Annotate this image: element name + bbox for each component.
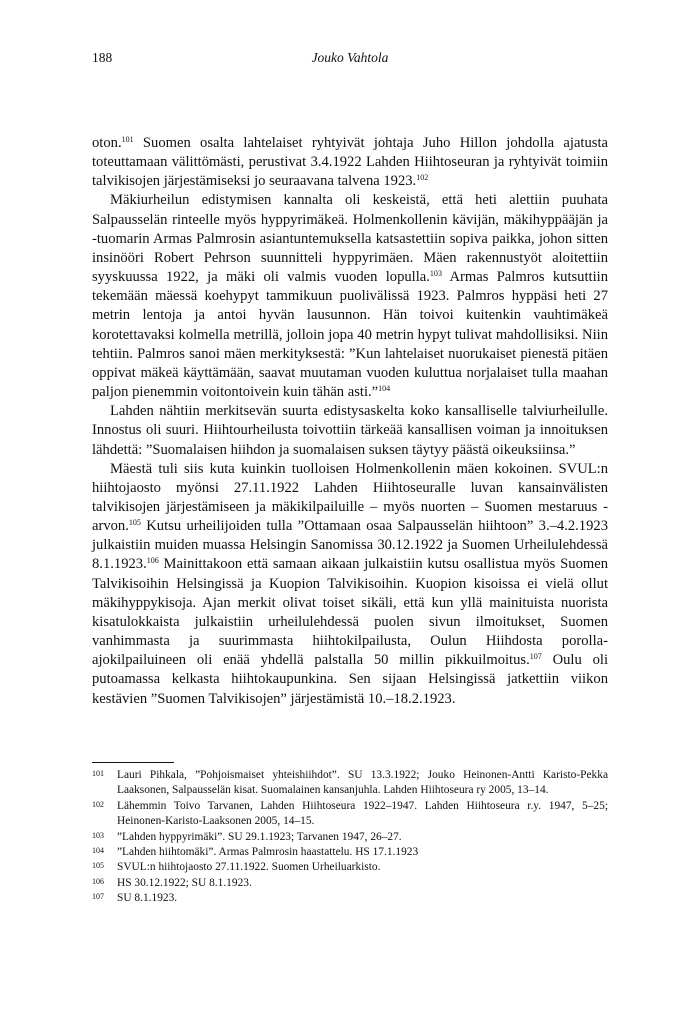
footnote-number: 105: [92, 861, 104, 871]
text-run: Lahden nähtiin merkitsevän suurta edistysaskelta koko kansalliselle talviurheilulle. Innostus oli suuri. Hiihtourheilusta toivottiin tärkeää kansallisen voiman ja innoituksen lähdettä: ”Suomalaisen hiihdon ja suomalaisen suksen täytyy päästä oikeuksiinsa.”: [92, 403, 608, 458]
footnote-number: 106: [92, 876, 104, 886]
footnote-text: SU 8.1.1923.: [117, 892, 178, 905]
paragraph: [92, 191, 608, 402]
body-text: [92, 134, 608, 709]
paragraph: [92, 402, 608, 459]
footnote-rule: [92, 762, 174, 763]
text-run: Kutsu urheilijoiden tulla ”Ottamaan osaa Salpausselän hiihtoon” 3.–4.2.1923 julkaistiin muiden muassa Helsingin Sanomissa 30.12.1922 ja Suomen Urheilulehdessä 8.1.1923.: [92, 518, 608, 573]
footnote: [92, 891, 608, 906]
footnote-number: 104: [92, 846, 104, 856]
footnote-text: Lauri Pihkala, ”Pohjoismaiset yhteishiihdot”. SU 13.3.1922; Jouko Heinonen-Antti Karisto-Pekka Laaksonen, Salpausselän kisat. Suomalainen kansanjuhla. Lahden Hiihtoseura ry 2005, 13–14.: [117, 769, 608, 797]
paragraph: [92, 134, 608, 191]
footnote-ref[interactable]: 101: [121, 134, 134, 144]
text-run: Armas Palmros kutsuttiin tekemään mäessä koehypyt tammikuun puolivälissä 1923. Palmros hyppäsi heti 27 metrin lentoja ja antoi hyvän lausunnon. Hän toivoi kuitenkin vauhtimäkeä korotettavaksi kolmella metrillä, jolloin jopa 40 metrin hypyt tulivat mahdollisiksi. Niin tehtiin. Palmros sanoi mäen merkityksestä: ”Kun lahtelaiset nuorukaiset pienestä pitäen oppivat mäkeä käyttämään, saavat muutaman vuoden kuluttua norjalaiset tulla maahan paljon pienemmin voitontoivein kuin tähän asti.”: [92, 269, 608, 401]
footnote: [92, 860, 608, 875]
paragraph: [92, 460, 608, 709]
text-run: oton.: [92, 135, 122, 151]
footnote: [92, 768, 608, 799]
text-run: Oulu oli putoamassa kelkasta hiihtokaupunkina. Sen sijaan Helsingissä jatkettiin viikon kestävien ”Suomen Talvikisojen” järjestämistä 10.–18.2.1923.: [92, 652, 609, 707]
footnote-text: HS 30.12.1922; SU 8.1.1923.: [117, 876, 252, 889]
running-head: Jouko Vahtola: [311, 50, 389, 65]
footnote: [92, 845, 608, 860]
text-run: Mäkiurheilun edistymisen kannalta oli keskeistä, että heti alettiin puuhata Salpausselän rinteelle myös hyppyrimäkeä. Holmenkollenin kävijän, mäkihyppääjän ja -tuomarin Armas Palmrosin asiantuntemuksella katsastettiin sopiva paikka, johon sitten insinööri Robert Pehrson suunnitteli hyppyrimäen. Mäen rakennustyöt aloitettiin syyskuussa 1922, ja mäki oli valmis vuoden lopulla.: [92, 192, 608, 286]
footnote-ref[interactable]: 102: [416, 173, 429, 183]
footnote: [92, 830, 608, 845]
footnote-ref[interactable]: 105: [128, 517, 141, 527]
footnote-ref[interactable]: 104: [378, 383, 391, 393]
text-run: Mainittakoon että samaan aikaan julkaistiin kutsu osallistua myös Suomen Talvikisoihin Helsingissä ja Kuopion Talvikisoihin. Kuopion kisoissa ei vielä ollut mäkihyppykisoja. Ajan merkit olivat toiset sikäli, että kun yllä mainituista nuorista kisatulokkaista julkaistiin urheilulehdessä puolen sivun ilmoitukset, Suomen vanhimmasta ja suurimmasta hiihtokilpailusta, Oulun Hiihdosta porolla-ajokilpailuineen oli enää yhdellä palstalla 50 millin pikkuilmoitus.: [92, 556, 608, 669]
footnote-text: ”Lahden hyppyrimäki”. SU 29.1.1923; Tarvanen 1947, 26–27.: [117, 830, 402, 843]
footnote-number: 107: [92, 892, 104, 902]
footnote-number: 101: [92, 769, 104, 778]
footnotes: [92, 768, 608, 907]
footnote-number: 103: [92, 830, 104, 840]
footnote: [92, 799, 608, 830]
footnote-ref[interactable]: 103: [429, 268, 442, 278]
page-number: 188: [92, 50, 113, 65]
page-header: [92, 50, 608, 70]
text-run: Suomen osalta lahtelaiset ryhtyivät johtaja Juho Hillon johdolla ajatusta toteuttamaan välittömästi, perustivat 3.4.1922 Lahden Hiihtoseuran ja ryhtyivät toimiin talvikisojen järjestämiseksi jo seuraavana talvena 1923.: [92, 135, 608, 190]
footnote: [92, 876, 608, 891]
footnote-text: ”Lahden hiihtomäki”. Armas Palmrosin haastattelu. HS 17.1.1923: [117, 846, 419, 859]
footnote-number: 102: [92, 799, 104, 809]
footnote-text: SVUL:n hiihtojaosto 27.11.1922. Suomen Urheiluarkisto.: [117, 861, 381, 874]
text-run: Mäestä tuli siis kuta kuinkin tuolloisen Holmenkollenin mäen kokoinen. SVUL:n hiihtojaosto myönsi 27.11.1922 Lahden Hiihtoseuralle luvan kansainvälisten talvikisojen järjestämiseen ja mäkikilpailuille – myös nuorten – Suomen mestaruus -arvon.: [92, 460, 608, 535]
footnote-ref[interactable]: 107: [529, 652, 542, 661]
footnote-text: Lähemmin Toivo Tarvanen, Lahden Hiihtoseura 1922–1947. Lahden Hiihtoseura r.y. 1947, 5–25; Heinonen-Karisto-Laaksonen 2005, 14–15.: [117, 799, 608, 828]
footnote-ref[interactable]: 106: [146, 556, 159, 566]
